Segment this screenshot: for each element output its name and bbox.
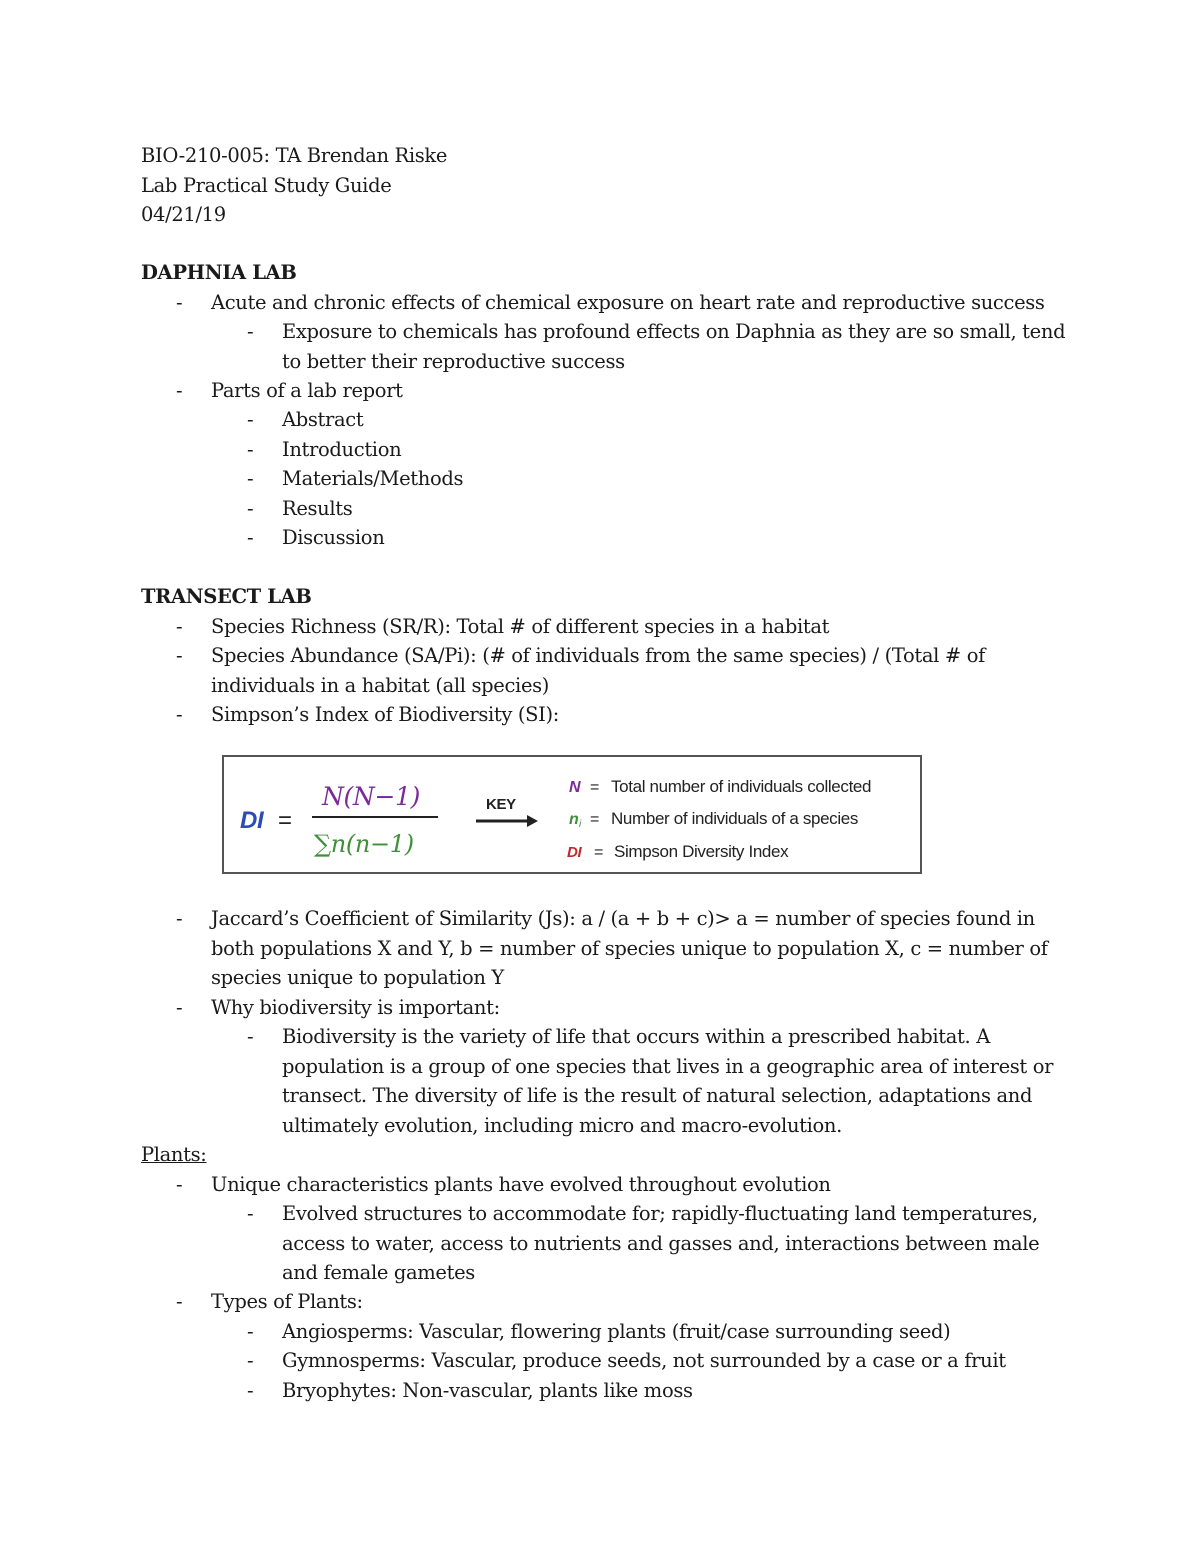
formula-equals: = <box>278 807 292 834</box>
guide-title: Lab Practical Study Guide <box>141 173 392 197</box>
course-line: BIO-210-005: TA Brendan Riske <box>141 144 448 167</box>
key-desc-n-species: Number of individuals of a species <box>611 809 859 828</box>
report-part: Results <box>282 497 353 520</box>
report-part: Introduction <box>282 438 402 461</box>
key-label: KEY <box>486 796 516 813</box>
guide-date: 04/21/19 <box>141 203 226 226</box>
key-symbol-n-total: N <box>569 779 581 796</box>
biodiversity-definition: Biodiversity is the variety of life that occurs within a prescribed habitat. A population is a group of one species that lives in a geographic area of interest or transect. The diversity of life is the result of natural selection, adaptations and ultimately evolution, including micro and macro-evolution. <box>282 1025 1054 1137</box>
document-page: BIO-210-005: TA Brendan Riske Lab Practical Study Guide 04/21/19 DAPHNIA LAB - Acute and chronic effects of chemical exposure on heart rate and reproductive success - Exposure to chemicals has profound effects on Daphnia as they are so small, tend to better their reproductive success - Parts of a lab report - Abstract - Introduction - Materials/Methods - Results - Discussion TRANSECT LAB - Species Richness (SR/R): Total # of different species in a habitat - Species Abundance (SA/Pi): (# of individuals from the same species) / (Total # of individuals in a habitat (all species) - Simpson’s Index of Biodiversity (SI): DI = N(N−1) ∑n(n−1) KEY N = Total number of individuals collected n i = Number of individuals of a species DI = Simpson Diversity Index - Jaccard’s Coefficient of Similarity (Js): a / (a + b + c)> a = number of species found in both populations X and Y, b = number of species unique to population X, c = number of species unique to population Y - Why biodiversity is important: - Biodiversity is the variety of life that occurs within a prescribed habitat. A population is a group of one species that lives in a geographic area of interest or transect. The diversity of life is the result of natural selection, adaptations and ultimately evolution, including micro and macro-evolution. Plants: - Unique characteristics plants have evolved throughout evolution - Evolved structures to accommodate for; rapidly-fluctuating land temperatures, access to water, access to nutrients and gasses and, interactions between male and female gametes - Types of Plants: - Angiosperms: Vascular, flowering plants (fruit/case surrounding seed) - Gymnosperms: Vascular, produce seeds, not surrounded by a case or a fruit - Bryophytes: Non-vascular, plants like moss <box>0 0 1200 1553</box>
plant-types: Types of Plants: <box>211 1290 363 1313</box>
transect-heading: TRANSECT LAB <box>141 585 312 608</box>
key-equals: = <box>590 779 599 796</box>
simpsons-index: Simpson’s Index of Biodiversity (SI): <box>211 703 560 726</box>
key-symbol-di: DI <box>567 844 582 861</box>
simpson-formula-figure <box>222 755 922 874</box>
report-part: Abstract <box>282 408 364 431</box>
plant-characteristics: Unique characteristics plants have evolved throughout evolution <box>211 1173 831 1196</box>
plants-heading: Plants: <box>141 1143 207 1166</box>
key-desc-n-total: Total number of individuals collected <box>611 777 872 796</box>
daphnia-effects: Acute and chronic effects of chemical exposure on heart rate and reproductive success <box>211 291 1045 314</box>
key-symbol-n-species: n <box>569 811 579 828</box>
key-equals: = <box>590 811 599 828</box>
formula-graphic <box>224 757 924 876</box>
daphnia-exposure-note: Exposure to chemicals has profound effects on Daphnia as they are so small, tend to better their reproductive success <box>282 320 1066 373</box>
plant-type-angiosperms: Angiosperms: Vascular, flowering plants (fruit/case surrounding seed) <box>282 1320 951 1343</box>
biodiversity-importance: Why biodiversity is important: <box>211 996 500 1019</box>
plant-type-gymnosperms: Gymnosperms: Vascular, produce seeds, not surrounded by a case or a fruit <box>282 1349 1006 1372</box>
report-part: Discussion <box>282 526 385 549</box>
key-equals: = <box>594 844 603 861</box>
jaccard-coefficient: Jaccard’s Coefficient of Similarity (Js): a / (a + b + c)> a = number of species found in both populations X and Y, b = number of species unique to population X, c = number of species unique to population Y <box>211 907 1048 989</box>
arrow-right-icon <box>527 815 538 827</box>
daphnia-heading: DAPHNIA LAB <box>141 261 297 284</box>
formula-denominator: ∑n(n−1) <box>314 830 414 858</box>
species-abundance: Species Abundance (SA/Pi): (# of individuals from the same species) / (Total # of individuals in a habitat (all species) <box>211 644 985 697</box>
document-header <box>141 141 447 230</box>
lab-report-parts: Parts of a lab report <box>211 379 403 402</box>
species-richness: Species Richness (SR/R): Total # of different species in a habitat <box>211 615 830 638</box>
report-part: Materials/Methods <box>282 467 464 490</box>
plant-type-bryophytes: Bryophytes: Non-vascular, plants like moss <box>282 1379 693 1402</box>
evolved-structures: Evolved structures to accommodate for; rapidly-fluctuating land temperatures, access to water, access to nutrients and gasses and, interactions between male and female gametes <box>282 1202 1040 1284</box>
formula-numerator: N(N−1) <box>322 782 421 811</box>
formula-lhs: DI <box>240 807 264 834</box>
key-symbol-subscript: i <box>579 819 581 830</box>
key-desc-di: Simpson Diversity Index <box>614 842 789 861</box>
